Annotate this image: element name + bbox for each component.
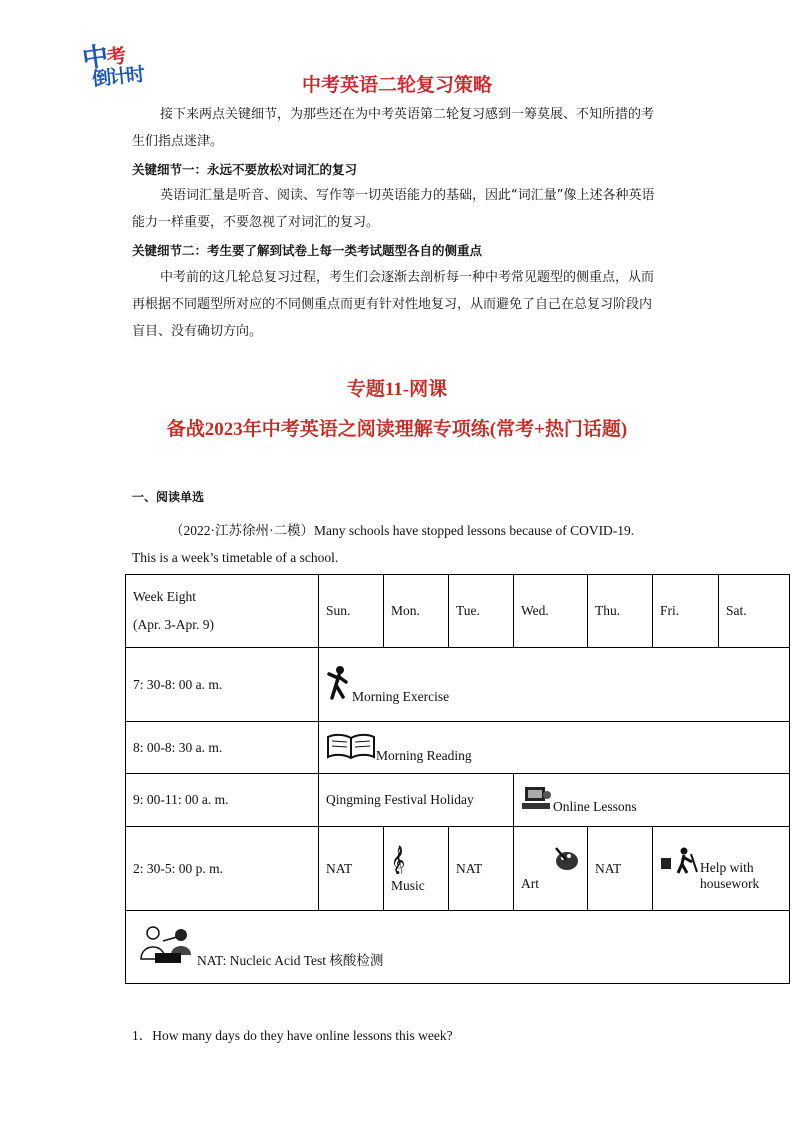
thu-activity: NAT (588, 827, 653, 911)
logo-countdown: 倒计时 (91, 63, 145, 91)
timetable-row-afternoon (126, 827, 790, 911)
day-mon: Mon. (384, 575, 449, 648)
topic-title: 专题11-网课 (346, 379, 448, 400)
point1-heading: 关键细节一：永远不要放松对词汇的复习 (132, 162, 358, 177)
doc-title: 中考英语二轮复习策略 (301, 74, 492, 96)
timetable-row-morning-class (126, 774, 790, 827)
day-wed: Wed. (514, 575, 588, 648)
point2-text: 中考前的这几轮总复习过程，考生们会逐渐去剖析每一种中考常见题型的侧重点，从而再根据不同题型所对应的不同侧重点而更有针对性地复习，从而避免了自己在总复习阶段内盲目、没有确切方向。 (132, 270, 655, 339)
mopping-icon (660, 846, 700, 878)
time-cell: 7: 30-8: 00 a. m. (126, 648, 319, 722)
time-cell: 9: 00-11: 00 a. m. (126, 774, 319, 827)
timetable-row-exercise (126, 648, 790, 722)
timetable-footnote-row (126, 911, 790, 984)
footnote-text: NAT: Nucleic Acid Test 核酸检测 (197, 953, 384, 968)
day-thu: Thu. (588, 575, 653, 648)
exercise-icon (326, 665, 352, 705)
point1-text: 英语词汇量是听音、阅读、写作等一切英语能力的基础，因此“词汇量”像上述各种英语能力一样重要，不要忽视了对词汇的复习。 (132, 188, 655, 230)
wed-activity: Art (514, 827, 588, 911)
activity-cell (319, 648, 790, 722)
day-fri: Fri. (653, 575, 719, 648)
time-cell: 8: 00-8: 30 a. m. (126, 722, 319, 774)
activity-label: Morning Reading (376, 747, 472, 763)
palette-icon (552, 846, 580, 876)
logo-char-1: 中 (80, 41, 109, 75)
passage-intro: This is a week’s timetable of a school. (132, 550, 339, 565)
mon-activity: 𝄞 Music (384, 827, 449, 911)
activity-cell (319, 722, 790, 774)
time-cell: 2: 30-5: 00 p. m. (126, 827, 319, 911)
day-sat: Sat. (719, 575, 790, 648)
book-icon (326, 732, 376, 764)
sun-activity: NAT (319, 827, 384, 911)
main-title: 备战2023年中考英语之阅读理解专项练(常考+热门话题) (166, 419, 628, 440)
activity-label: Morning Exercise (352, 688, 450, 704)
holiday-cell: Qingming Festival Holiday (319, 774, 514, 827)
question-1: 1．How many days do they have online lessons this week? (132, 1028, 453, 1043)
section-heading: 一、阅读单选 (132, 490, 205, 504)
point2-heading: 关键细节二：考生要了解到试卷上每一类考试题型各自的侧重点 (132, 243, 483, 258)
footnote-cell (126, 911, 790, 984)
source-line: （2022·江苏徐州·二模）Many schools have stopped lessons because of COVID-19. (170, 523, 635, 538)
nucleic-test-icon (133, 925, 197, 969)
day-tue: Tue. (449, 575, 514, 648)
housework-label: Help with housework (700, 859, 760, 891)
intro-paragraph: 接下来两点关键细节，为那些还在为中考英语第二轮复习感到一筹莫展、不知所措的考生们指点迷津。 (132, 107, 655, 149)
logo-char-2: 考 (104, 43, 126, 70)
svg-text:𝄞: 𝄞 (391, 845, 406, 874)
computer-icon (521, 785, 553, 815)
week-cell: Week Eight (Apr. 3-Apr. 9) (126, 575, 319, 648)
timetable-row-reading (126, 722, 790, 774)
weekend-activity (653, 827, 790, 911)
day-sun: Sun. (319, 575, 384, 648)
online-cell (514, 774, 790, 827)
timetable (125, 574, 790, 984)
timetable-header-row (126, 575, 790, 648)
activity-label: Online Lessons (553, 799, 637, 814)
tue-activity: NAT (449, 827, 514, 911)
music-note-icon (391, 844, 407, 878)
